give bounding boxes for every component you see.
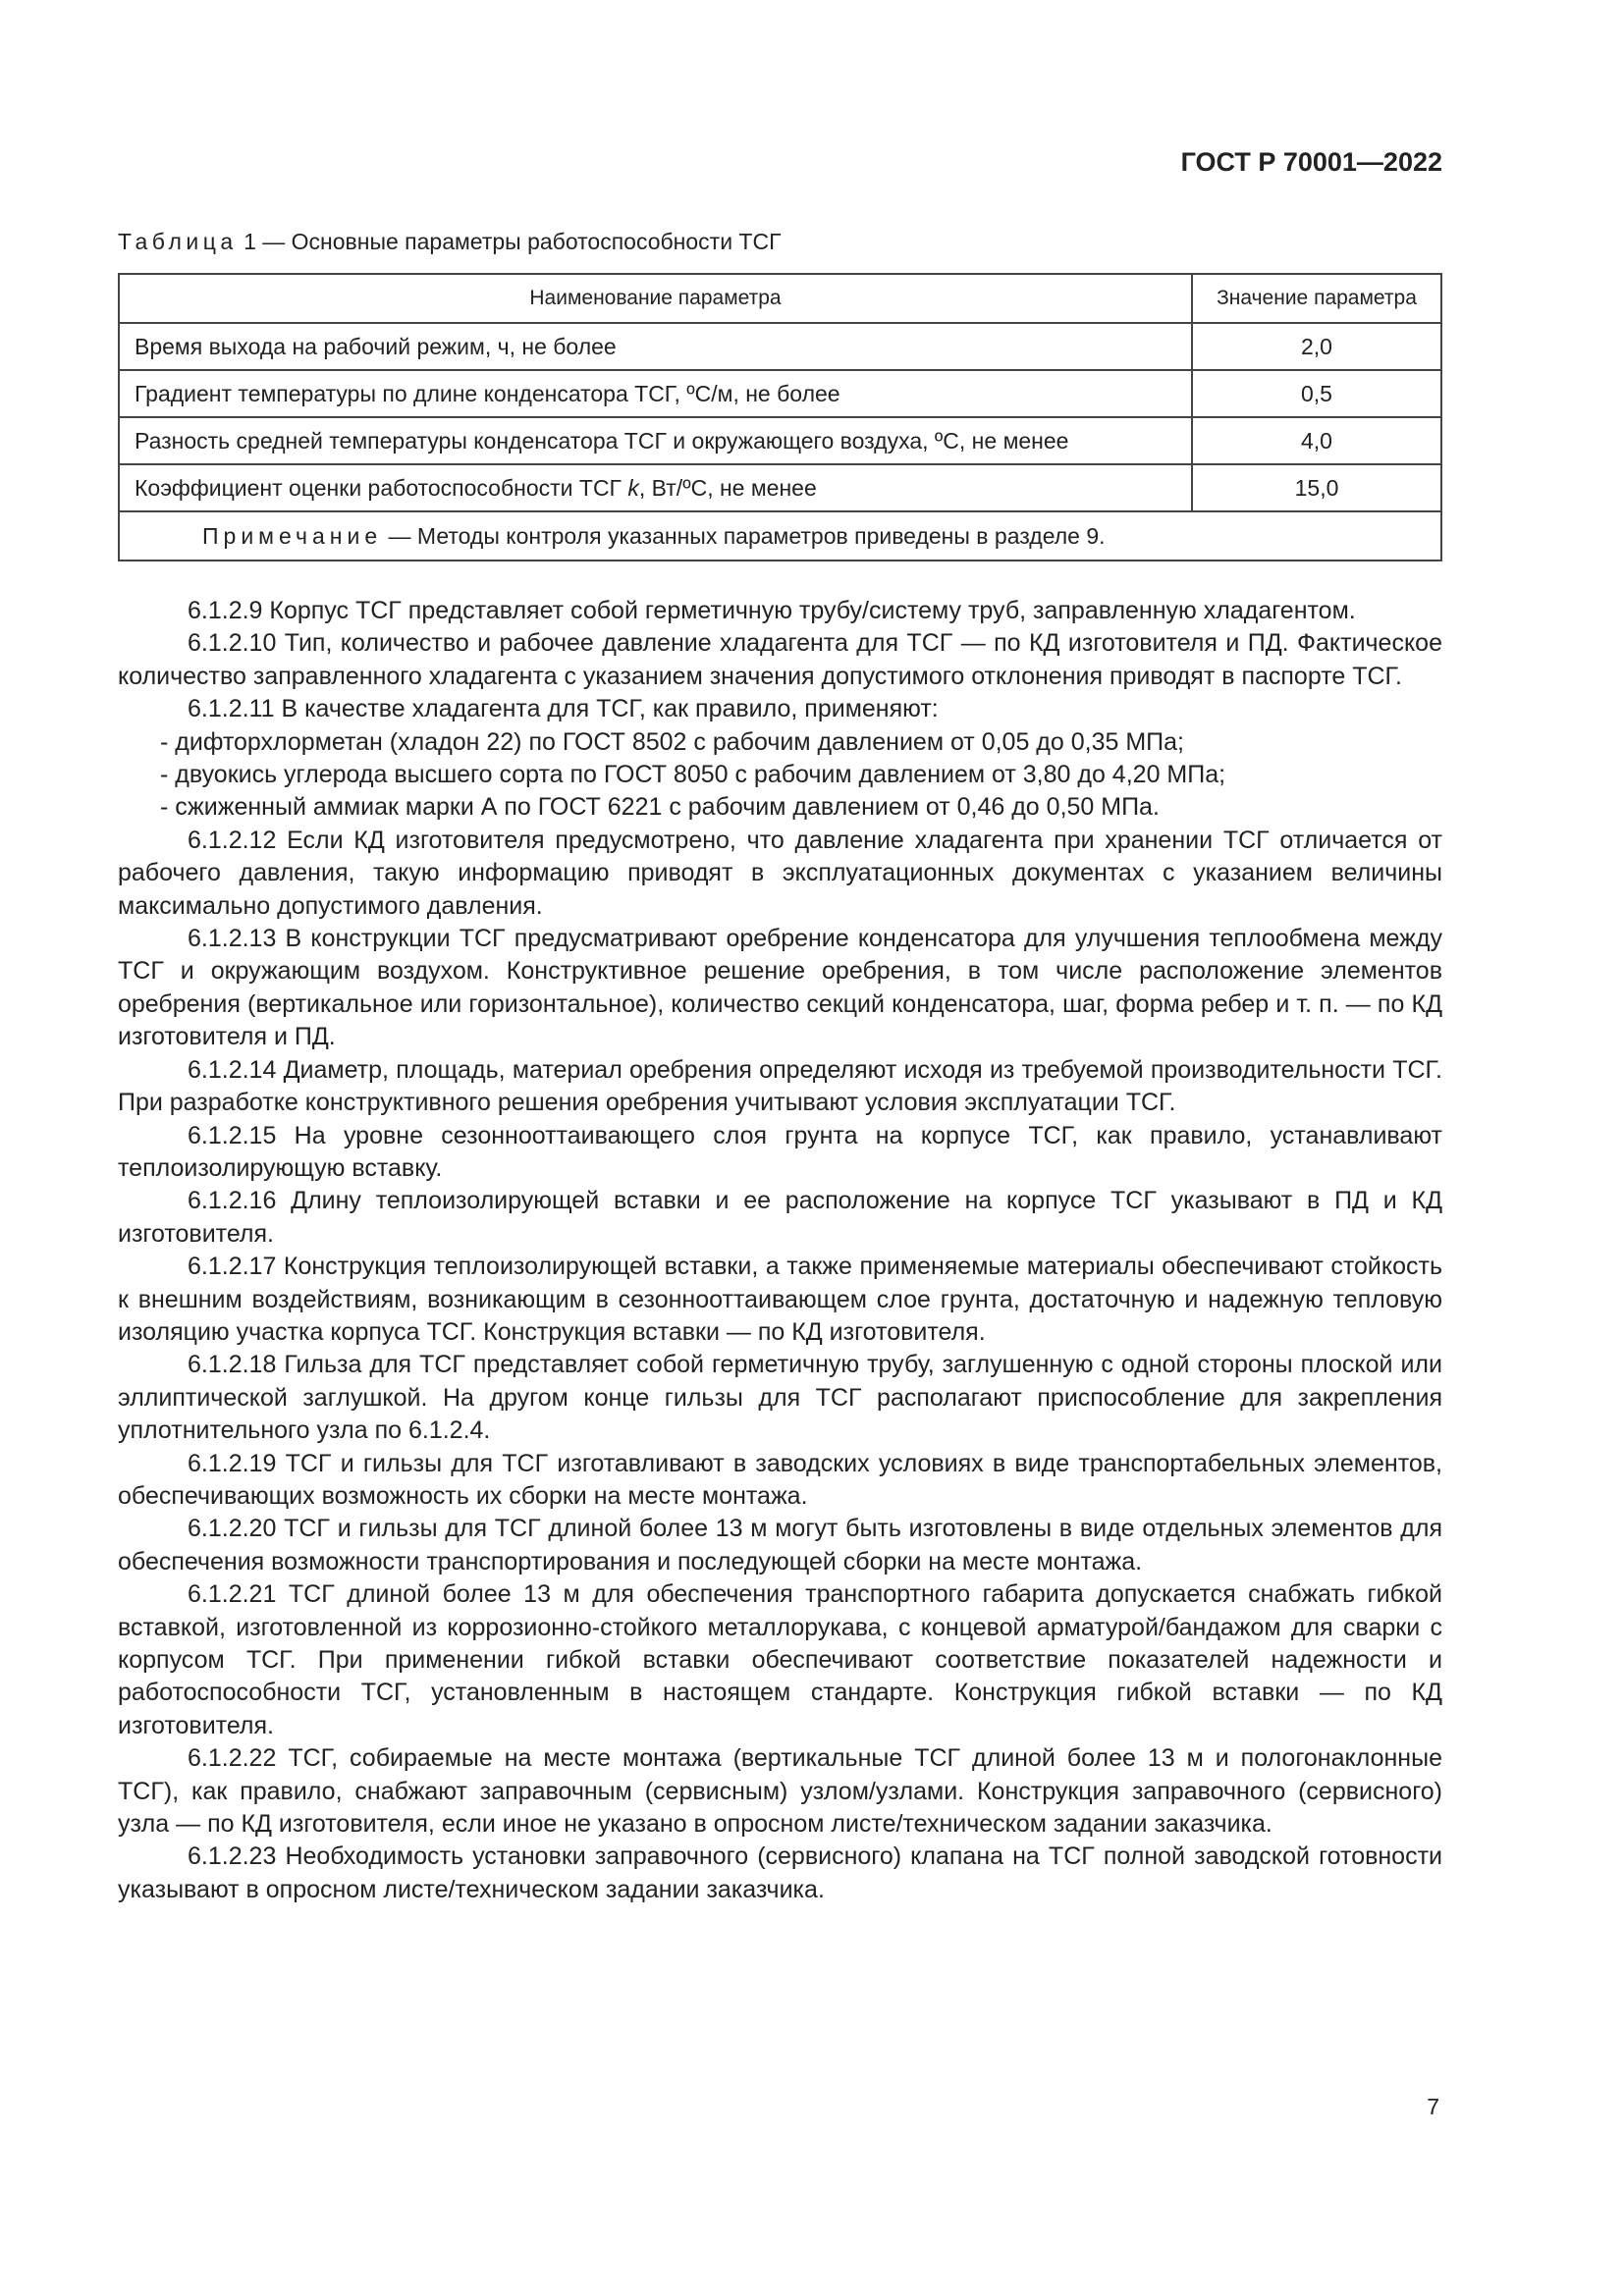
table-caption-label: Таблица	[118, 229, 238, 254]
paragraph: 6.1.2.21 ТСГ длиной более 13 м для обеспечения транспортного габарита допускается снабжать гибкой вставкой, изготовленной из коррозионно-стойкого металлорукава, с концевой арматурой/бандажом для сварки с корпусом ТСГ. При применении гибкой вставки обеспечивают соответствие показателей надежности и работоспособности ТСГ, установленным в настоящем стандарте. Конструкция гибкой вставки — по КД изготовителя.	[118, 1580, 1442, 1739]
note-label: Примечание	[202, 522, 383, 549]
table-row	[119, 417, 1441, 464]
paragraph: 6.1.2.9 Корпус ТСГ представляет собой герметичную трубу/систему труб, заправленную хладагентом.	[188, 597, 1356, 624]
paragraph: 6.1.2.23 Необходимость установки заправочного (сервисного) клапана на ТСГ полной заводской готовности указывают в опросном листе/техническом задании заказчика.	[118, 1842, 1442, 1903]
table-caption-text: 1 — Основные параметры работоспособности ТСГ	[237, 229, 782, 254]
paragraph: 6.1.2.22 ТСГ, собираемые на месте монтажа (вертикальные ТСГ длиной более 13 м и пологонаклонные ТСГ), как правило, снабжают заправочным (сервисным) узлом/узлами. Конструкция заправочного (сервисного) узла — по КД изготовителя, если иное не указано в опросном листе/техническом задании заказчика.	[118, 1744, 1442, 1839]
param-name-variable: k	[627, 474, 639, 501]
param-name-before: Коэффициент оценки работоспособности ТСГ	[135, 474, 628, 501]
param-value: 2,0	[1192, 323, 1441, 370]
column-header-name: Наименование параметра	[119, 274, 1192, 323]
param-value: 0,5	[1192, 370, 1441, 417]
table-caption	[118, 229, 782, 255]
table-header-row	[119, 274, 1441, 323]
column-header-value: Значение параметра	[1192, 274, 1441, 323]
document-id: ГОСТ Р 70001—2022	[1180, 147, 1442, 177]
paragraph: 6.1.2.12 Если КД изготовителя предусмотрено, что давление хладагента при хранении ТСГ отличается от рабочего давления, такую информацию приводят в эксплуатационных документах с указанием величины максимально допустимого давления.	[118, 826, 1442, 920]
paragraph: 6.1.2.14 Диаметр, площадь, материал оребрения определяют исходя из требуемой производительности ТСГ. При разработке конструктивного решения оребрения учитывают условия эксплуатации ТСГ.	[118, 1055, 1442, 1117]
list-item: - дифторхлорметан (хладон 22) по ГОСТ 8502 с рабочим давлением от 0,05 до 0,35 МПа;	[160, 727, 1184, 756]
list-item: - сжиженный аммиак марки А по ГОСТ 6221 с рабочим давлением от 0,46 до 0,50 МПа.	[160, 793, 1160, 822]
paragraph: 6.1.2.16 Длину теплоизолирующей вставки и ее расположение на корпусе ТСГ указывают в ПД и КД изготовителя.	[118, 1187, 1442, 1248]
table-note	[119, 511, 1441, 561]
param-name	[119, 464, 1192, 511]
paragraph: 6.1.2.10 Тип, количество и рабочее давление хладагента для ТСГ — по КД изготовителя и ПД. Фактическое количество заправленного хладагента с указанием значения допустимого отклонения приводят в паспорте ТСГ.	[118, 629, 1442, 690]
param-value: 15,0	[1192, 464, 1441, 511]
table-row	[119, 464, 1441, 511]
param-value: 4,0	[1192, 417, 1441, 464]
body-text	[118, 595, 1442, 1906]
table-row	[119, 370, 1441, 417]
paragraph: 6.1.2.18 Гильза для ТСГ представляет собой герметичную трубу, заглушенную с одной стороны плоской или эллиптической заглушкой. На другом конце гильзы для ТСГ располагают приспособление для закрепления уплотнительного узла по 6.1.2.4.	[118, 1351, 1442, 1445]
paragraph: 6.1.2.19 ТСГ и гильзы для ТСГ изготавливают в заводских условиях в виде транспортабельных элементов, обеспечивающих возможность их сборки на месте монтажа.	[118, 1449, 1442, 1510]
table-note-row	[119, 511, 1441, 561]
paragraph: 6.1.2.17 Конструкция теплоизолирующей вставки, а также применяемые материалы обеспечивают стойкость к внешним воздействиям, возникающим в сезоннооттаивающем слое грунта, достаточную и надежную тепловую изоляцию участка корпуса ТСГ. Конструкция вставки — по КД изготовителя.	[118, 1253, 1442, 1346]
param-name: Время выхода на рабочий режим, ч, не более	[119, 323, 1192, 370]
param-name: Разность средней температуры конденсатора ТСГ и окружающего воздуха, ºС, не менее	[119, 417, 1192, 464]
paragraph: 6.1.2.20 ТСГ и гильзы для ТСГ длиной более 13 м могут быть изготовлены в виде отдельных элементов для обеспечения возможности транспортирования и последующей сборки на месте монтажа.	[118, 1515, 1442, 1575]
paragraph: 6.1.2.11 В качестве хладагента для ТСГ, как правило, применяют:	[188, 695, 939, 723]
param-name-after: , Вт/ºС, не менее	[638, 474, 817, 501]
param-name: Градиент температуры по длине конденсатора ТСГ, ºС/м, не более	[119, 370, 1192, 417]
paragraph: 6.1.2.13 В конструкции ТСГ предусматривают оребрение конденсатора для улучшения теплообмена между ТСГ и окружающим воздухом. Конструктивное решение оребрения, в том числе расположение элементов оребрения (вертикальное или горизонтальное), количество секций конденсатора, шаг, форма ребер и т. п. — по КД изготовителя и ПД.	[118, 925, 1442, 1051]
paragraph: 6.1.2.15 На уровне сезоннооттаивающего слоя грунта на корпусе ТСГ, как правило, устанавливают теплоизолирующую вставку.	[118, 1121, 1442, 1182]
table-row	[119, 323, 1441, 370]
parameters-table	[118, 273, 1442, 561]
note-text: — Методы контроля указанных параметров приведены в разделе 9.	[382, 522, 1106, 549]
list-item: - двуокись углерода высшего сорта по ГОСТ 8050 с рабочим давлением от 3,80 до 4,20 МПа;	[160, 761, 1226, 789]
page-number: 7	[1427, 2094, 1439, 2119]
